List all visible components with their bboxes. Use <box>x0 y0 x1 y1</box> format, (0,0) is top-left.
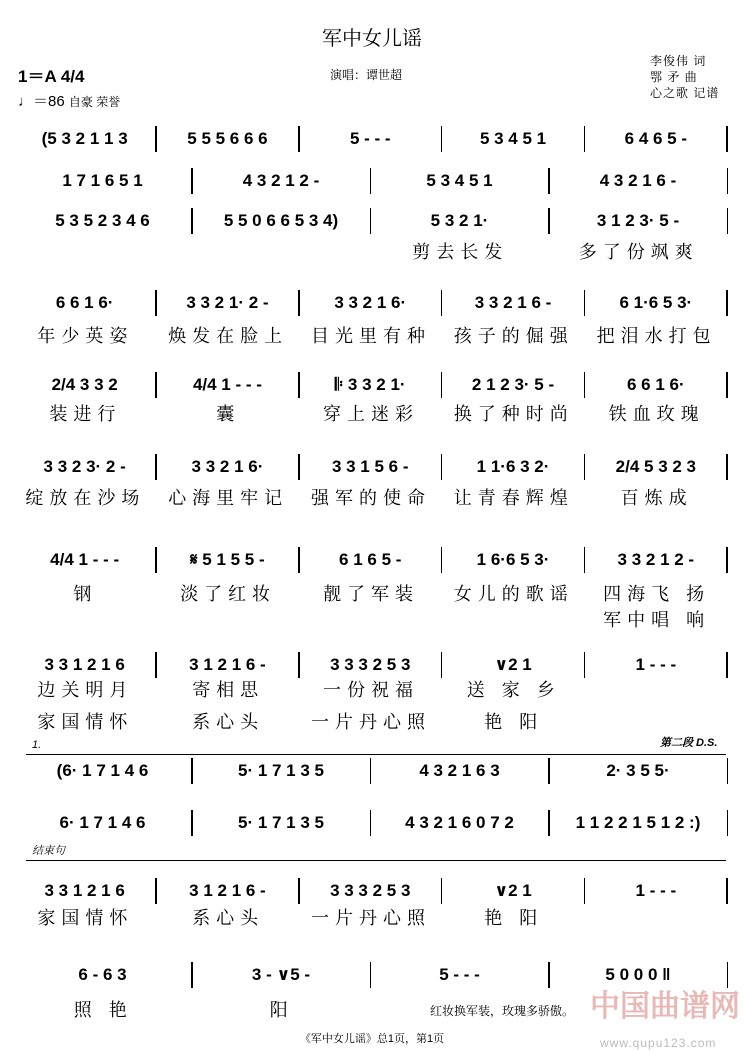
measure: ∨2 1 <box>494 655 532 674</box>
ending-bracket <box>26 860 726 861</box>
measure: 5 3 5 2 3 4 6 <box>55 211 150 230</box>
lyric-phrase: 孩子的倔强 <box>453 326 574 346</box>
music-row <box>14 547 728 573</box>
measure: 6 1 6 5 - <box>339 550 402 569</box>
lyric-phrase <box>585 908 728 929</box>
lyric-row <box>14 488 728 509</box>
music-row <box>14 208 728 234</box>
lyric-phrase <box>157 610 300 631</box>
measure: 1 - - - <box>635 655 677 674</box>
measure: 5· 1 7 1 3 5 <box>237 813 324 832</box>
barline <box>727 962 729 988</box>
measure: 3 1 2 1 6 - <box>189 881 266 900</box>
measure: 3 3 2 1 6· <box>191 457 264 476</box>
lyric-phrase <box>585 712 728 733</box>
measure: (5 3 2 1 1 3 <box>41 129 128 148</box>
lyric-phrase: 强军的使命 <box>310 488 431 508</box>
measure: 1 7 1 6 5 1 <box>62 171 143 190</box>
measure: 5 3 2 1· <box>430 211 489 230</box>
measure: 3 3 3 2 5 3 <box>330 655 411 674</box>
lyric-phrase: 百炼成 <box>620 488 693 508</box>
lyric-phrase: 剪去长发 <box>412 242 509 262</box>
lyricist: 李俊伟 词 <box>650 54 707 68</box>
measure: 5 0 0 0 ‖ <box>605 965 671 984</box>
barline <box>727 168 729 194</box>
lyric-row <box>14 712 728 733</box>
measure: 1 6·6 5 3· <box>476 550 550 569</box>
lyric-phrase: 铁血玫瑰 <box>608 404 705 424</box>
music-row <box>14 652 728 678</box>
tempo <box>18 90 120 111</box>
barline <box>727 758 729 784</box>
measure: 3 3 1 2 1 6 <box>44 655 125 674</box>
music-row <box>14 168 728 194</box>
measure: 5 3 4 5 1 <box>479 129 547 148</box>
lyric-row <box>14 680 728 701</box>
music-row <box>14 126 728 152</box>
lyric-phrase: 四海飞 扬 <box>603 584 711 604</box>
measure: 3 3 1 5 6 - <box>331 457 409 476</box>
volta-bracket <box>26 754 726 755</box>
lyric-phrase: 系心头 <box>192 908 265 928</box>
measure: 1 1 2 2 1 5 1 2 :) <box>575 813 701 832</box>
lyric-row <box>14 584 728 605</box>
music-row <box>14 372 728 398</box>
ending-label: 结束句 <box>32 845 65 857</box>
lyric-phrase: 寄相思 <box>192 680 265 700</box>
measure: 1 - - - <box>635 881 677 900</box>
watermark-logo: 中国曲谱网 <box>590 990 740 1023</box>
lyric-phrase: 年少英姿 <box>37 326 134 346</box>
ds-mark: 第二段 D.S. <box>660 737 718 749</box>
music-row <box>14 454 728 480</box>
measure: 6 - 6 3 <box>78 965 127 984</box>
measure: 3 3 2 1 2 - <box>617 550 695 569</box>
composer: 鄂 矛 曲 <box>650 70 698 84</box>
lyric-phrase: 让青春辉煌 <box>453 488 574 508</box>
measure: 3 3 1 2 1 6 <box>44 881 125 900</box>
lyric-phrase: 系心头 <box>192 712 265 732</box>
measure: 4/4 1 - - - <box>50 550 120 569</box>
measure: 5 3 4 5 1 <box>426 171 493 190</box>
lyric-phrase: 绽放在沙场 <box>25 488 146 508</box>
lyric-phrase: 靓了军装 <box>322 584 419 604</box>
barline <box>727 810 729 836</box>
lyric-phrase: 艳 阳 <box>484 712 544 732</box>
lyric-phrase: 送 家 乡 <box>466 680 561 700</box>
measure: 3 3 2 1· 2 - <box>186 293 269 312</box>
barline <box>726 126 728 152</box>
key-signature: 1＝A 4/4 <box>18 67 85 86</box>
measure: 5· 1 7 1 3 5 <box>237 761 324 780</box>
lyric-phrase: 心海里牢记 <box>168 488 289 508</box>
lyric-phrase <box>442 610 585 631</box>
measure: 5 - - - <box>439 965 480 984</box>
music-row <box>14 962 728 988</box>
lyric-phrase <box>193 242 372 263</box>
measure: ∨2 1 <box>494 881 532 900</box>
measure: 3 - ∨5 - <box>251 965 311 984</box>
lyric-phrase: 边关明月 <box>37 680 134 700</box>
tempo-value: ♩＝86 <box>18 93 65 110</box>
lyric-phrase: 照 艳 <box>73 1000 133 1020</box>
measure: 3 3 2 1 6· <box>334 293 407 312</box>
music-row <box>14 810 728 836</box>
measure: 2/4 5 3 2 3 <box>615 457 696 476</box>
measure: 3 3 2 3· 2 - <box>43 457 126 476</box>
lyric-phrase: 钢 <box>73 584 98 604</box>
page-footer: 《军中女儿谣》总1页，第1页 <box>299 1033 445 1045</box>
measure: 6 1·6 5 3· <box>619 293 693 312</box>
measure: 3 3 2 1 6 - <box>474 293 552 312</box>
lyric-phrase: 囊 <box>216 404 241 424</box>
lyric-phrase: 焕发在脸上 <box>168 326 289 346</box>
lyric-phrase: 艳 阳 <box>484 908 544 928</box>
volta-1: 1. <box>32 739 42 751</box>
lyric-row <box>14 908 728 929</box>
lyric-phrase: 淡了红妆 <box>180 584 277 604</box>
measure: 5 - - - <box>349 129 391 148</box>
barline <box>727 208 729 234</box>
lyric-phrase: 家国情怀 <box>37 712 134 732</box>
measure: 2· 3 5 5· <box>606 761 670 780</box>
lyric-phrase: 阳 <box>269 1000 294 1020</box>
measure: 3 3 3 2 5 3 <box>330 881 411 900</box>
measure: 4 3 2 1 6 0 7 2 <box>405 813 514 832</box>
barline <box>726 547 728 573</box>
measure: 3 1 2 3· 5 - <box>596 211 680 230</box>
lyric-phrase <box>300 610 443 631</box>
lyric-phrase: 装进行 <box>49 404 122 424</box>
lyric-phrase: 一片丹心照 <box>310 712 431 732</box>
lyric-phrase: 目光里有种 <box>310 326 431 346</box>
measure: 5 5 0 6 6 5 3 4) <box>223 211 339 230</box>
lyric-phrase: 换了种时尚 <box>453 404 574 424</box>
lyric-row <box>14 610 728 631</box>
measure: 3 1 2 1 6 - <box>189 655 266 674</box>
lyric-row <box>14 326 728 347</box>
closing-note: 红妆换军装，玫瑰多骄傲。 <box>430 1004 575 1018</box>
measure: 6 6 1 6· <box>627 375 685 394</box>
measure: 6 6 1 6· <box>55 293 114 312</box>
measure: 1 1·6 3 2· <box>476 457 550 476</box>
music-row <box>14 878 728 904</box>
transcriber: 心之歌 记谱 <box>650 86 720 100</box>
measure: 6 4 6 5 - <box>624 129 688 148</box>
lyric-row <box>14 404 728 425</box>
lyric-phrase <box>14 242 193 263</box>
measure: 4 3 2 1 6 - <box>599 171 677 190</box>
lyric-phrase: 一份祝福 <box>322 680 419 700</box>
measure: 4 3 2 1 2 - <box>242 171 320 190</box>
lyric-phrase: 多了份飒爽 <box>578 242 699 262</box>
lyric-row <box>14 242 728 263</box>
music-row <box>14 290 728 316</box>
measure: 𝄆 3 3 2 1· <box>334 375 406 394</box>
measure: 2/4 3 3 2 <box>51 375 118 394</box>
barline <box>726 454 728 480</box>
lyric-phrase: 把泪水打包 <box>596 326 717 346</box>
barline <box>726 372 728 398</box>
measure: 6· 1 7 1 4 6 <box>59 813 146 832</box>
barline <box>726 878 728 904</box>
measure: 2 1 2 3· 5 - <box>471 375 555 394</box>
song-title: 军中女儿谣 <box>322 28 422 50</box>
music-row <box>14 758 728 784</box>
barline <box>726 652 728 678</box>
lyric-phrase <box>14 610 157 631</box>
measure: 4/4 1 - - - <box>192 375 262 394</box>
mood: 自豪 荣誉 <box>68 95 121 109</box>
measure: 𝄋 5 1 5 5 - <box>190 550 265 569</box>
measure: 4 3 2 1 6 3 <box>419 761 500 780</box>
lyric-phrase <box>585 680 728 701</box>
barline <box>726 290 728 316</box>
measure: (6· 1 7 1 4 6 <box>56 761 149 780</box>
measure: 5 5 5 6 6 6 <box>187 129 268 148</box>
lyric-phrase: 穿上迷彩 <box>322 404 419 424</box>
lyric-phrase: 家国情怀 <box>37 908 134 928</box>
lyric-phrase: 一片丹心照 <box>310 908 431 928</box>
watermark-url: www.qupu123.com <box>600 1036 717 1050</box>
singer: 演唱：谭世超 <box>330 68 403 82</box>
lyric-phrase: 军中唱 响 <box>603 610 711 630</box>
lyric-phrase: 女儿的歌谣 <box>453 584 574 604</box>
